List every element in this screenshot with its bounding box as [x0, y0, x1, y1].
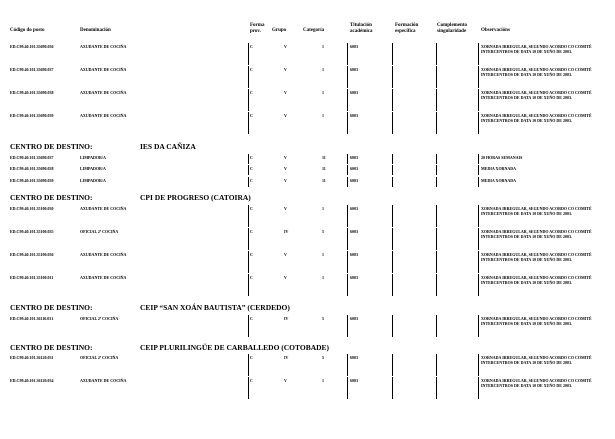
column-divider: [478, 112, 479, 134]
column-divider: [392, 377, 393, 399]
cell-titulacion: 6003: [350, 275, 358, 280]
cell-observacions: XORNADA IRREGULAR, SEGUNDO ACORDO CO COMITÉ INTERCENTROS DE DATA 10 DE XUÑO DE 2003.: [481, 378, 592, 388]
cell-forma: C: [250, 316, 253, 321]
column-divider: [436, 274, 437, 296]
cell-grupo: IV: [284, 316, 289, 321]
section-name: CPI DE PROGRESO (CATOIRA): [140, 193, 251, 202]
cell-observacions: 20 HORAS SEMANAIS: [481, 155, 523, 160]
cell-denominacion: AXUDANTE DE COCIÑA: [80, 378, 127, 383]
column-divider: [478, 377, 479, 399]
column-divider: [347, 154, 348, 164]
column-divider: [436, 251, 437, 273]
cell-categoria: 1: [322, 113, 324, 118]
cell-categoria: 1: [322, 378, 324, 383]
cell-categoria: 1: [322, 90, 324, 95]
cell-denominacion: AXUDANTE DE COCIÑA: [80, 252, 127, 257]
cell-grupo: V: [284, 206, 287, 211]
column-divider: [478, 354, 479, 376]
cell-observacions: XORNADA IRREGULAR, SEGUNDO ACORDO CO COMITÉ INTERCENTROS DE DATA 10 DE XUÑO DE 2003.: [481, 252, 592, 262]
column-divider: [436, 354, 437, 376]
column-divider: [347, 377, 348, 399]
header-forma-line2: prov.: [250, 28, 261, 34]
column-divider: [392, 112, 393, 134]
cell-grupo: IV: [284, 229, 289, 234]
column-divider: [436, 377, 437, 399]
cell-code: ED.C99.40.101.35100.011: [10, 275, 54, 280]
column-divider: [248, 177, 249, 187]
column-divider: [478, 228, 479, 250]
column-divider: [248, 377, 249, 399]
cell-grupo: V: [284, 155, 287, 160]
column-divider: [248, 154, 249, 164]
cell-code: ED.C99.40.101.36120.031: [10, 355, 54, 360]
cell-titulacion: 6003: [350, 67, 358, 72]
header-complemento-line1: Complemento: [437, 23, 467, 28]
cell-observacions: XORNADA IRREGULAR, SEGUNDO ACORDO CO COMITÉ INTERCENTROS DE DATA 10 DE XUÑO DE 2003.: [481, 229, 592, 239]
cell-titulacion: 6003: [350, 229, 358, 234]
cell-categoria: 1: [322, 44, 324, 49]
cell-categoria: 5: [322, 229, 324, 234]
header-formacion-line2: específica: [395, 28, 416, 34]
cell-titulacion: 6003: [350, 113, 358, 118]
column-divider: [436, 89, 437, 111]
cell-titulacion: 6003: [350, 90, 358, 95]
column-divider: [436, 66, 437, 88]
column-divider: [392, 228, 393, 250]
cell-observacions: XORNADA IRREGULAR, SEGUNDO ACORDO CO COMITÉ INTERCENTROS DE DATA 10 DE XUÑO DE 2003.: [481, 44, 592, 54]
cell-observacions: XORNADA IRREGULAR, SEGUNDO ACORDO CO COMITÉ INTERCENTROS DE DATA 10 DE XUÑO DE 2003.: [481, 113, 592, 123]
cell-grupo: V: [284, 67, 287, 72]
section-label: CENTRO DE DESTINO:: [10, 343, 93, 352]
column-divider: [248, 228, 249, 250]
cell-grupo: V: [284, 44, 287, 49]
column-divider: [248, 205, 249, 227]
cell-categoria: 1: [322, 252, 324, 257]
cell-observacions: XORNADA IRREGULAR, SEGUNDO ACORDO CO COMITÉ INTERCENTROS DE DATA 10 DE XUÑO DE 2003.: [481, 275, 592, 285]
header-complemento: [437, 23, 467, 34]
cell-grupo: V: [284, 378, 287, 383]
section-label: CENTRO DE DESTINO:: [10, 193, 93, 202]
header-forma: [250, 23, 264, 34]
column-divider: [436, 43, 437, 65]
header-titulacion-line2: académica: [350, 28, 373, 34]
section-name: CEIP “SAN XOÁN BAUTISTA” (CERDEDO): [140, 303, 290, 312]
column-divider: [436, 112, 437, 134]
column-divider: [392, 66, 393, 88]
column-divider: [478, 165, 479, 175]
cell-code: ED.C99.40.101.35100.030: [10, 206, 54, 211]
section-name: IES DA CAÑIZA: [140, 142, 196, 151]
cell-titulacion: 6003: [350, 178, 358, 183]
header-observacions: Observacións: [481, 28, 510, 33]
column-divider: [347, 228, 348, 250]
cell-observacions: XORNADA IRREGULAR, SEGUNDO ACORDO CO COMITÉ INTERCENTROS DE DATA 10 DE XUÑO DE 2003.: [481, 206, 592, 216]
column-divider: [347, 251, 348, 273]
cell-observacions: XORNADA IRREGULAR, SEGUNDO ACORDO CO COMITÉ INTERCENTROS DE DATA 10 DE XUÑO DE 2003.: [481, 316, 592, 326]
cell-forma: C: [250, 113, 253, 118]
header-grupo: Grupo: [272, 28, 287, 33]
header-categoria: Categoría: [303, 28, 325, 33]
header-codigo: Código do posto: [10, 28, 45, 33]
column-divider: [478, 66, 479, 88]
header-forma-line1: Forma: [250, 23, 265, 28]
cell-denominacion: LIMPADOR/A: [80, 166, 106, 171]
cell-forma: C: [250, 166, 253, 171]
column-divider: [248, 354, 249, 376]
cell-categoria: 1: [322, 275, 324, 280]
column-divider: [478, 205, 479, 227]
cell-forma: C: [250, 178, 253, 183]
cell-code: ED.C99.40.101.35690.039: [10, 113, 54, 118]
column-divider: [392, 251, 393, 273]
cell-observacions: MEDIA XORNADA: [481, 166, 516, 171]
column-divider: [436, 205, 437, 227]
column-divider: [436, 154, 437, 164]
column-divider: [478, 315, 479, 337]
column-divider: [347, 315, 348, 337]
column-divider: [436, 165, 437, 175]
column-divider: [248, 315, 249, 337]
cell-observacions: XORNADA IRREGULAR, SEGUNDO ACORDO CO COMITÉ INTERCENTROS DE DATA 10 DE XUÑO DE 2003.: [481, 355, 592, 365]
cell-categoria: 5: [322, 355, 324, 360]
cell-titulacion: 6003: [350, 155, 358, 160]
column-divider: [392, 315, 393, 337]
cell-code: ED.C99.40.101.36110.031: [10, 316, 54, 321]
section-label: CENTRO DE DESTINO:: [10, 142, 93, 151]
column-divider: [478, 274, 479, 296]
cell-categoria: 11: [322, 178, 326, 183]
cell-forma: C: [250, 90, 253, 95]
column-divider: [347, 66, 348, 88]
column-divider: [248, 251, 249, 273]
column-divider: [347, 274, 348, 296]
column-divider: [248, 112, 249, 134]
column-divider: [478, 89, 479, 111]
header-formacion: [395, 23, 418, 34]
cell-grupo: IV: [284, 355, 289, 360]
column-divider: [478, 43, 479, 65]
cell-denominacion: LIMPADOR/A: [80, 178, 106, 183]
cell-titulacion: 6003: [350, 355, 358, 360]
column-divider: [436, 315, 437, 337]
cell-denominacion: OFICIAL 2ª COCIÑA: [80, 316, 119, 321]
cell-forma: C: [250, 206, 253, 211]
section-name: CEIP PLURILINGÜE DE CARBALLEDO (COTOBADE): [140, 343, 330, 352]
cell-categoria: 11: [322, 166, 326, 171]
cell-forma: C: [250, 229, 253, 234]
column-divider: [392, 205, 393, 227]
cell-forma: C: [250, 67, 253, 72]
column-divider: [478, 251, 479, 273]
column-divider: [392, 154, 393, 164]
column-divider: [248, 274, 249, 296]
column-divider: [392, 43, 393, 65]
cell-code: ED.C99.40.101.35690.038: [10, 90, 54, 95]
header-titulacion-line1: Titulación: [350, 23, 372, 28]
cell-denominacion: OFICIAL 2ª COCIÑA: [80, 355, 119, 360]
column-divider: [478, 177, 479, 187]
cell-denominacion: LIMPADOR/A: [80, 155, 106, 160]
cell-code: ED.C99.40.101.36120.034: [10, 378, 54, 383]
section-label: CENTRO DE DESTINO:: [10, 303, 93, 312]
cell-observacions: XORNADA IRREGULAR, SEGUNDO ACORDO CO COMITÉ INTERCENTROS DE DATA 10 DE XUÑO DE 2003.: [481, 67, 592, 77]
cell-titulacion: 6003: [350, 252, 358, 257]
cell-denominacion: AXUDANTE DE COCIÑA: [80, 44, 127, 49]
cell-code: ED.C99.40.101.35690.038: [10, 166, 54, 171]
column-divider: [347, 43, 348, 65]
cell-grupo: V: [284, 178, 287, 183]
cell-titulacion: 6003: [350, 378, 358, 383]
cell-categoria: 5: [322, 316, 324, 321]
cell-forma: C: [250, 275, 253, 280]
cell-code: ED.C99.40.101.35690.037: [10, 155, 54, 160]
column-divider: [347, 112, 348, 134]
column-divider: [392, 177, 393, 187]
cell-categoria: 1: [322, 206, 324, 211]
cell-titulacion: 6003: [350, 206, 358, 211]
cell-denominacion: AXUDANTE DE COCIÑA: [80, 275, 127, 280]
column-divider: [392, 165, 393, 175]
cell-categoria: 1: [322, 67, 324, 72]
column-divider: [436, 177, 437, 187]
cell-code: ED.C99.40.101.35690.036: [10, 44, 54, 49]
cell-code: ED.C99.40.101.35690.037: [10, 67, 54, 72]
cell-grupo: V: [284, 113, 287, 118]
cell-code: ED.C99.40.101.35690.039: [10, 178, 54, 183]
column-divider: [392, 89, 393, 111]
column-divider: [478, 154, 479, 164]
cell-forma: C: [250, 44, 253, 49]
cell-categoria: 11: [322, 155, 326, 160]
header-denominacion: Denominación: [80, 28, 111, 33]
cell-forma: C: [250, 378, 253, 383]
column-divider: [248, 43, 249, 65]
header-titulacion: [350, 23, 373, 34]
column-divider: [248, 165, 249, 175]
cell-code: ED.C99.40.101.35100.035: [10, 229, 54, 234]
cell-forma: C: [250, 355, 253, 360]
column-divider: [347, 177, 348, 187]
cell-grupo: V: [284, 166, 287, 171]
column-divider: [347, 354, 348, 376]
cell-titulacion: 6003: [350, 316, 358, 321]
cell-grupo: V: [284, 90, 287, 95]
column-divider: [248, 89, 249, 111]
column-divider: [248, 66, 249, 88]
cell-denominacion: AXUDANTE DE COCIÑA: [80, 113, 127, 118]
column-divider: [392, 274, 393, 296]
cell-denominacion: AXUDANTE DE COCIÑA: [80, 67, 127, 72]
column-divider: [347, 165, 348, 175]
cell-denominacion: AXUDANTE DE COCIÑA: [80, 90, 127, 95]
cell-grupo: V: [284, 275, 287, 280]
cell-forma: C: [250, 252, 253, 257]
cell-grupo: V: [284, 252, 287, 257]
header-complemento-line2: singularidade: [437, 28, 467, 34]
cell-titulacion: 6003: [350, 166, 358, 171]
cell-code: ED.C99.40.101.35100.036: [10, 252, 54, 257]
header-formacion-line1: Formación: [395, 23, 419, 28]
cell-denominacion: OFICIAL 2ª COCIÑA: [80, 229, 119, 234]
column-divider: [347, 89, 348, 111]
cell-forma: C: [250, 155, 253, 160]
column-divider: [392, 354, 393, 376]
column-divider: [436, 228, 437, 250]
cell-observacions: XORNADA IRREGULAR, SEGUNDO ACORDO CO COMITÉ INTERCENTROS DE DATA 10 DE XUÑO DE 2003.: [481, 90, 592, 100]
column-divider: [347, 205, 348, 227]
cell-titulacion: 6003: [350, 44, 358, 49]
cell-denominacion: AXUDANTE DE COCIÑA: [80, 206, 127, 211]
cell-observacions: MEDIA XORNADA: [481, 178, 516, 183]
